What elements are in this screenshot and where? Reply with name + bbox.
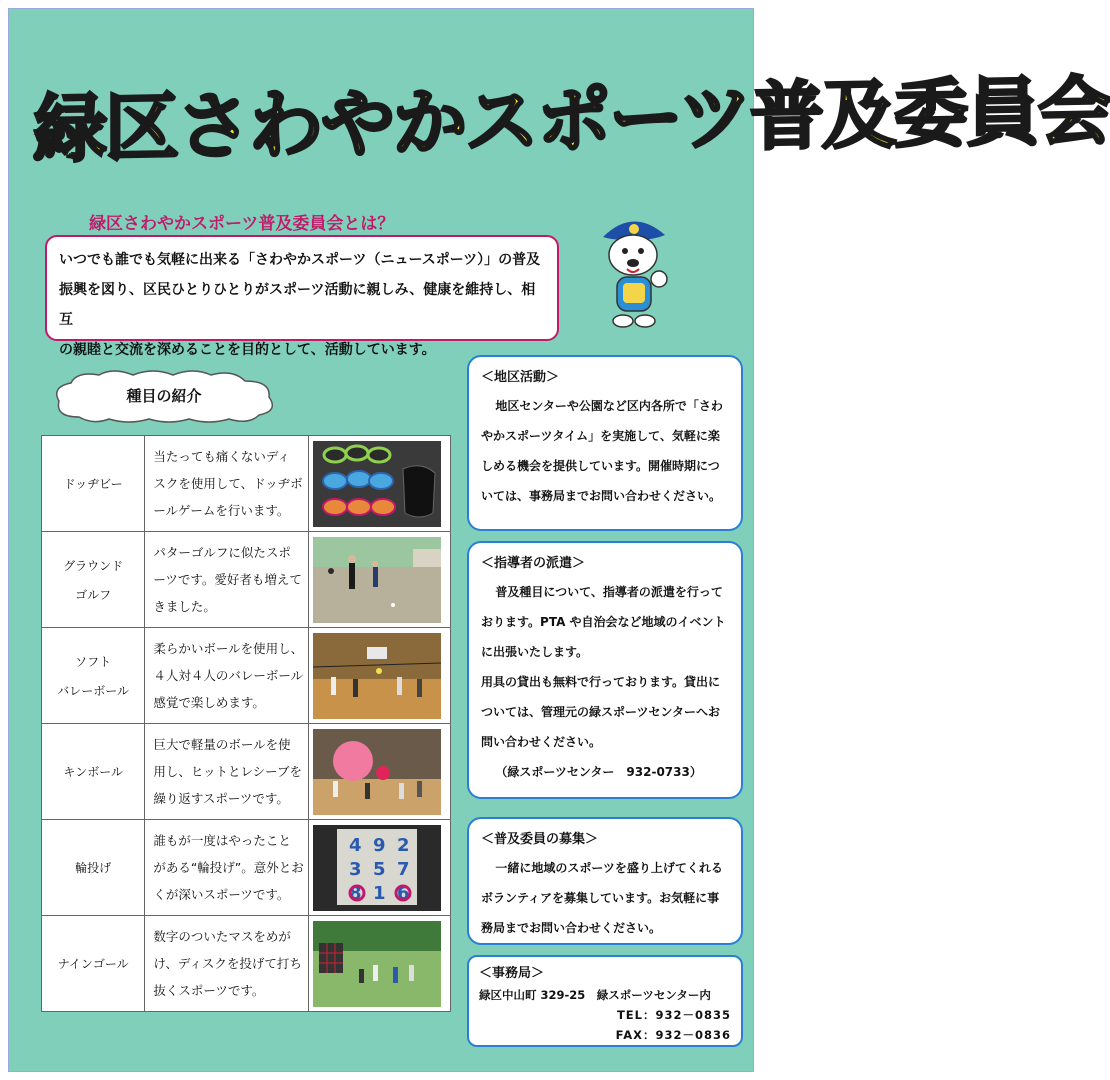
table-row [42,532,451,628]
flyer-page [8,8,1110,1072]
sport-name [42,724,145,820]
subtitle: 緑区さわやかスポーツ普及委員会とは？ [89,214,395,234]
sport-name [42,916,145,1012]
sport-name-line: ドッヂビー [63,477,123,491]
ring-toss-photo [313,825,441,911]
volunteer-recruit-box [467,817,743,945]
box-line: に出張いたします。 [481,645,589,659]
box-line: おります。PTA や自治会など地域のイベント [481,615,726,629]
sport-description [145,820,309,916]
sports-table [41,435,451,1012]
box-line: いては、事務局までお問い合わせください。 [481,489,722,503]
desc-line: スクを使用して、ドッヂボ [153,476,303,491]
sport-photo [309,436,451,532]
table-row [42,436,451,532]
sport-description [145,532,309,628]
kin-ball-photo [313,729,441,815]
sport-photo [309,820,451,916]
sport-name-line: 輪投げ [75,861,112,875]
box-line: 問い合わせください。 [481,735,602,749]
box-heading: ＜指導者の派遣＞ [481,556,586,571]
office-tel: TEL：932－0835 [616,1008,731,1022]
box-line: 一緒に地域のスポーツを盛り上げてくれる [495,861,723,875]
desc-line: 誰もが一度はやったこと [153,833,291,848]
intro-line: の親睦と交流を深めることを目的として、活動しています。 [59,342,436,358]
sport-description [145,724,309,820]
page-title: 緑区さわやかスポーツ普及委員会 [33,68,1110,174]
desc-line: パターゴルフに似たスポ [153,545,291,560]
events-heading: 種目の紹介 [126,387,202,405]
nine-goal-photo [313,921,441,1007]
desc-line: 当たっても痛くないディ [153,449,290,464]
desc-line: ーツです。愛好者も増えて [153,572,302,587]
table-row [42,628,451,724]
desc-line: くが深いスポーツです。 [153,887,290,902]
instructor-dispatch-box [467,541,743,799]
desc-line: ールゲームを行います。 [153,503,290,518]
sport-name [42,628,145,724]
mascot-dog-icon [593,207,673,337]
desc-line: 感覚で楽しめます。 [153,695,265,710]
sport-photo [309,724,451,820]
table-row [42,724,451,820]
sport-description [145,628,309,724]
sport-description [145,916,309,1012]
sport-name-line: ゴルフ [75,587,112,602]
box-line: 普及種目について、指導者の派遣を行って [495,585,723,599]
sport-name [42,532,145,628]
sport-name-line: ナインゴール [57,957,129,971]
box-line: ついては、管理元の緑スポーツセンターへお [481,705,721,719]
sport-name-line: ソフト [75,654,112,669]
desc-line: 繰り返すスポーツです。 [153,791,289,806]
office-fax: FAX：932－0836 [615,1028,731,1042]
box-heading: ＜普及委員の募集＞ [481,832,599,847]
desc-line: がある“輪投げ”。意外とお [153,860,304,875]
table-row [42,820,451,916]
box-line: しめる機会を提供しています。開催時期につ [481,459,720,473]
ring-number: 4 [349,834,362,856]
soft-volleyball-photo [313,633,441,719]
intro-line: 振興を図り、区民ひとりひとりがスポーツ活動に親しみ、健康を維持し、相互 [59,282,536,328]
intro-line: いつでも誰でも気軽に出来る「さわやかスポーツ（ニュースポーツ）」の普及 [59,252,541,268]
sport-photo [309,916,451,1012]
desc-line: 抜くスポーツです。 [153,983,265,998]
sport-description [145,436,309,532]
sport-name-line: バレーボール [57,683,130,698]
box-line: 地区センターや公園など区内各所で「さわ [495,399,723,413]
sport-name [42,820,145,916]
desc-line: 数字のついたマスをめが [153,929,291,944]
table-row [42,916,451,1012]
box-line: ボランティアを募集しています。お気軽に事 [481,891,720,905]
desc-line: ４人対４人のバレーボール [153,668,304,683]
desc-line: 柔らかいボールを使用し、 [153,641,304,656]
intro-box [45,235,559,358]
box-heading: ＜地区活動＞ [481,370,560,385]
sport-photo [309,628,451,724]
desc-line: け、ディスクを投げて打ち [153,956,302,971]
box-heading: ＜事務局＞ [479,966,545,981]
ring-number: 3 [349,858,362,880]
ground-golf-photo [313,537,441,623]
sports-center-phone: （緑スポーツセンター 932-0733） [495,765,702,779]
desc-line: きました。 [153,599,216,614]
sport-name-line: キンボール [63,765,123,779]
box-line: 用具の貸出も無料で行っております。貸出に [481,675,721,689]
sport-photo [309,532,451,628]
desc-line: 巨大で軽量のボールを使 [153,737,291,752]
dodgebee-discs-photo [313,441,441,527]
box-line: 務局までお問い合わせください。 [481,921,662,935]
ring-number: 6 [397,882,410,904]
office-contact-box [467,955,743,1047]
ring-number: 7 [397,858,410,880]
ring-number: 2 [397,834,410,856]
ring-number: 8 [349,882,362,904]
sport-name-line: グラウンド [63,558,124,573]
ring-number: 1 [373,882,386,904]
ring-number: 9 [373,834,386,856]
district-activity-box [467,355,743,531]
office-address: 緑区中山町 329-25 緑スポーツセンター内 [479,988,711,1002]
box-line: やかスポーツタイム」を実施して、気軽に楽 [481,429,720,443]
ring-number: 5 [373,858,386,880]
desc-line: 用し、ヒットとレシーブを [153,764,303,779]
sport-name [42,436,145,532]
